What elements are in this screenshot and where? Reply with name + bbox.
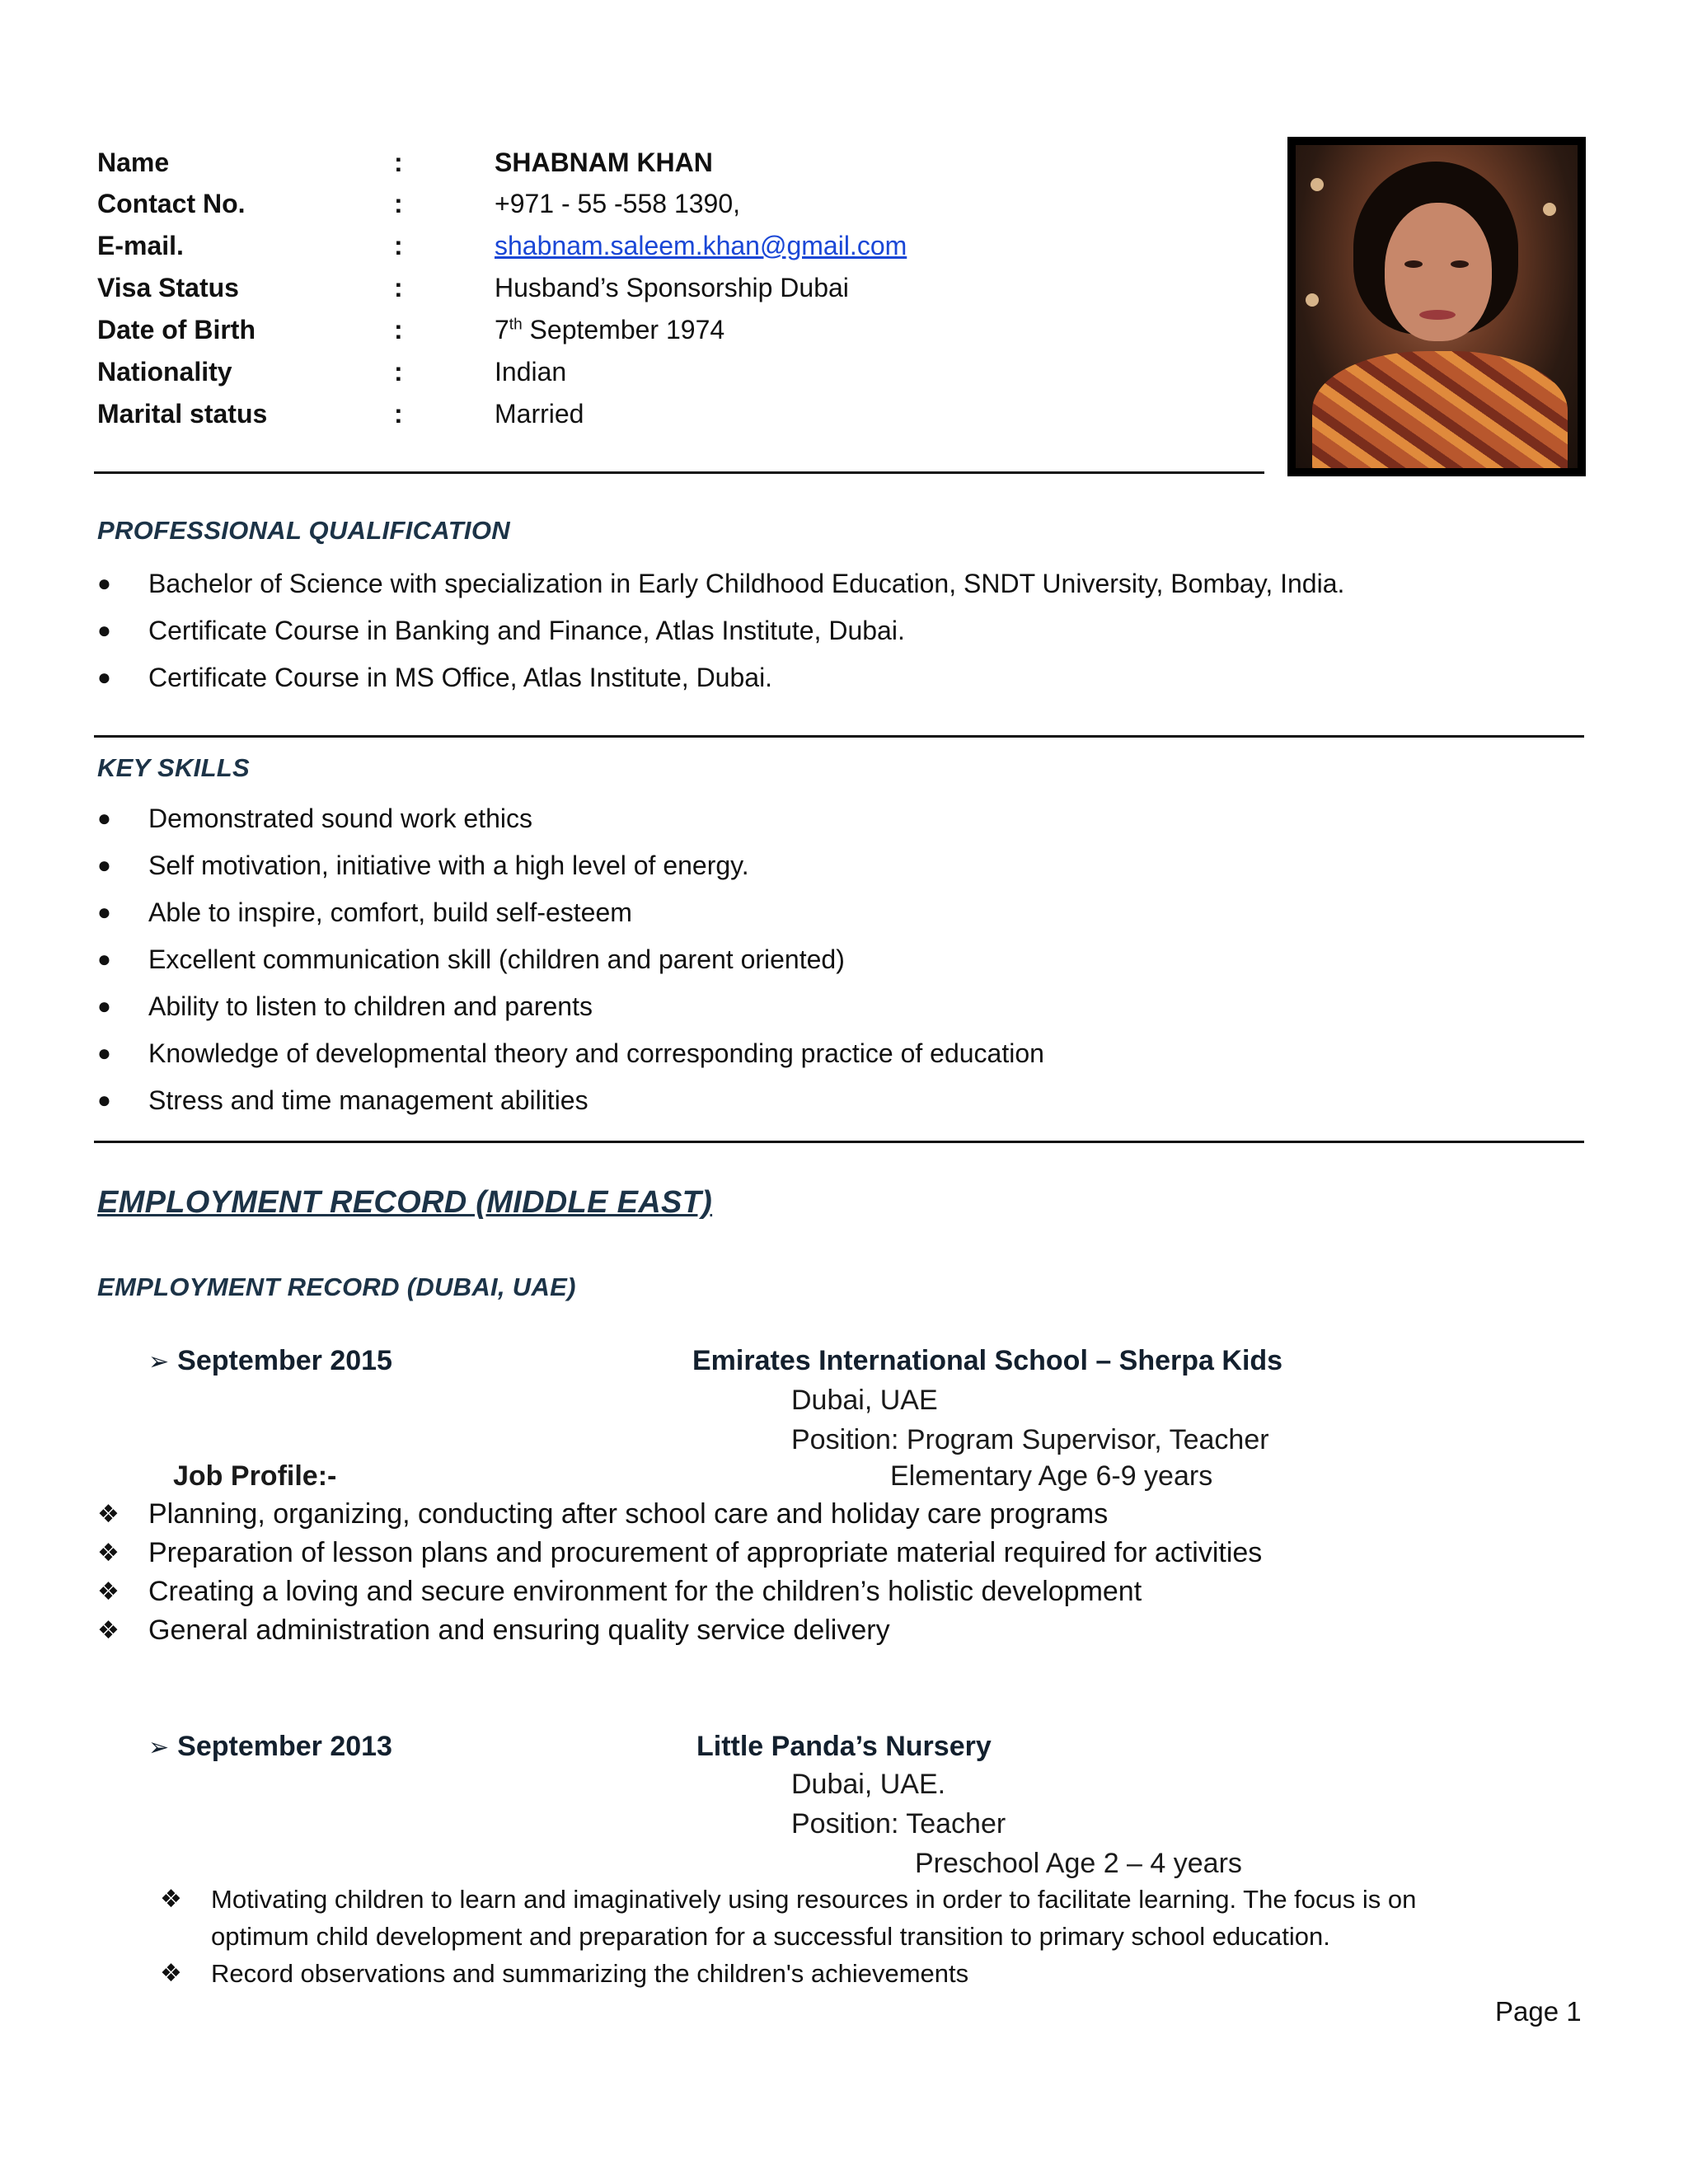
job-date <box>148 1340 392 1383</box>
job-duty: Record observations and summarizing the children's achievements <box>211 1959 969 1988</box>
info-colon: : <box>394 273 403 302</box>
photo-light <box>1543 203 1556 216</box>
info-value-name: SHABNAM KHAN <box>495 148 713 177</box>
qualification-item: Certificate Course in MS Office, Atlas Institute, Dubai. <box>148 663 773 692</box>
photo-light <box>1306 293 1319 307</box>
job-date-text: September 2015 <box>177 1345 392 1376</box>
diamond-bullet-icon: ❖ <box>97 1617 120 1644</box>
info-label: Marital status <box>97 399 268 429</box>
skill-item: Ability to listen to children and parents <box>148 991 593 1021</box>
diamond-bullet-icon: ❖ <box>97 1501 120 1528</box>
skill-item: Stress and time management abilities <box>148 1085 588 1115</box>
info-label: Nationality <box>97 357 232 387</box>
dob-ordinal: th <box>509 316 523 334</box>
job-profile-label: Job Profile:- <box>173 1460 337 1492</box>
skill-item: Able to inspire, comfort, build self-esteem <box>148 898 632 927</box>
photo-face <box>1385 203 1492 341</box>
bullet-icon: ● <box>97 664 111 690</box>
diamond-bullet-icon: ❖ <box>97 1578 120 1605</box>
employment-subtitle: EMPLOYMENT RECORD (DUBAI, UAE) <box>97 1272 576 1301</box>
dob-day: 7 <box>495 315 509 344</box>
job-age-group: Preschool Age 2 – 4 years <box>915 1848 1242 1879</box>
job-duty: Preparation of lesson plans and procurement of appropriate material required for activities <box>148 1537 1263 1568</box>
job-duty: Planning, organizing, conducting after school care and holiday care programs <box>148 1498 1109 1530</box>
info-label: Visa Status <box>97 273 239 302</box>
photo-lip <box>1419 310 1456 320</box>
photo-scarf <box>1312 351 1568 468</box>
diamond-bullet-icon: ❖ <box>160 1886 182 1913</box>
bullet-icon: ● <box>97 899 111 925</box>
bullet-icon: ● <box>97 617 111 643</box>
info-value-nationality: Indian <box>495 357 567 387</box>
qualification-item: Bachelor of Science with specialization in Early Childhood Education, SNDT University, Bombay, India. <box>148 569 1345 598</box>
info-value-visa: Husband’s Sponsorship Dubai <box>495 273 849 302</box>
page-number: Page 1 <box>1495 1996 1582 2027</box>
divider <box>94 1141 1584 1143</box>
info-label: Contact No. <box>97 189 246 218</box>
bullet-icon: ● <box>97 946 111 972</box>
job-duty: Creating a loving and secure environment for the children’s holistic development <box>148 1576 1142 1607</box>
bullet-icon: ● <box>97 1040 111 1066</box>
bullet-icon: ● <box>97 993 111 1019</box>
employment-title: EMPLOYMENT RECORD (MIDDLE EAST) <box>97 1185 713 1220</box>
skill-item: Knowledge of developmental theory and corresponding practice of education <box>148 1038 1044 1068</box>
email-link[interactable]: shabnam.saleem.khan@gmail.com <box>495 231 907 260</box>
info-colon: : <box>394 148 403 177</box>
diamond-bullet-icon: ❖ <box>97 1540 120 1567</box>
job-date-text: September 2013 <box>177 1731 392 1762</box>
photo-eye <box>1404 260 1423 268</box>
skill-item: Self motivation, initiative with a high level of energy. <box>148 851 749 880</box>
portrait-photo <box>1287 137 1586 476</box>
info-colon: : <box>394 357 403 387</box>
divider <box>94 735 1584 738</box>
info-colon: : <box>394 231 403 260</box>
job-age-group: Elementary Age 6-9 years <box>890 1460 1213 1492</box>
job-employer: Emirates International School – Sherpa Kids <box>692 1345 1283 1376</box>
qualification-item: Certificate Course in Banking and Finance, Atlas Institute, Dubai. <box>148 616 905 645</box>
info-label: E-mail. <box>97 231 184 260</box>
info-colon: : <box>394 189 403 218</box>
job-position: Position: Program Supervisor, Teacher <box>791 1424 1269 1455</box>
skill-item: Demonstrated sound work ethics <box>148 804 532 833</box>
dob-rest: September 1974 <box>522 315 725 344</box>
qualification-title: PROFESSIONAL QUALIFICATION <box>97 516 510 545</box>
photo-light <box>1311 178 1324 191</box>
info-colon: : <box>394 399 403 429</box>
job-location: Dubai, UAE. <box>791 1769 946 1800</box>
job-location: Dubai, UAE <box>791 1385 938 1416</box>
job-employer: Little Panda’s Nursery <box>696 1731 992 1762</box>
bullet-icon: ● <box>97 852 111 878</box>
bullet-icon: ● <box>97 1087 111 1113</box>
bullet-icon: ● <box>97 805 111 831</box>
job-duty: General administration and ensuring quality service delivery <box>148 1615 890 1646</box>
info-colon: : <box>394 315 403 344</box>
divider <box>94 471 1264 474</box>
arrow-icon: ➢ <box>148 1734 170 1761</box>
skill-item: Excellent communication skill (children and parent oriented) <box>148 944 845 974</box>
info-value-dob <box>495 309 724 350</box>
diamond-bullet-icon: ❖ <box>160 1960 182 1987</box>
info-value-contact: +971 - 55 -558 1390, <box>495 189 741 218</box>
job-position: Position: Teacher <box>791 1808 1006 1840</box>
info-label: Date of Birth <box>97 315 256 344</box>
photo-eye <box>1451 260 1469 268</box>
skills-title: KEY SKILLS <box>97 753 251 782</box>
photo-image <box>1296 145 1578 468</box>
arrow-icon: ➢ <box>148 1348 170 1376</box>
job-duty: Motivating children to learn and imaginatively using resources in order to facilitate learning. The focus is on optimum child development and preparation for a successful transition to primary school education. <box>211 1885 1417 1951</box>
info-label: Name <box>97 148 170 177</box>
job-date <box>148 1726 392 1769</box>
info-value-marital: Married <box>495 399 584 429</box>
bullet-icon: ● <box>97 570 111 596</box>
